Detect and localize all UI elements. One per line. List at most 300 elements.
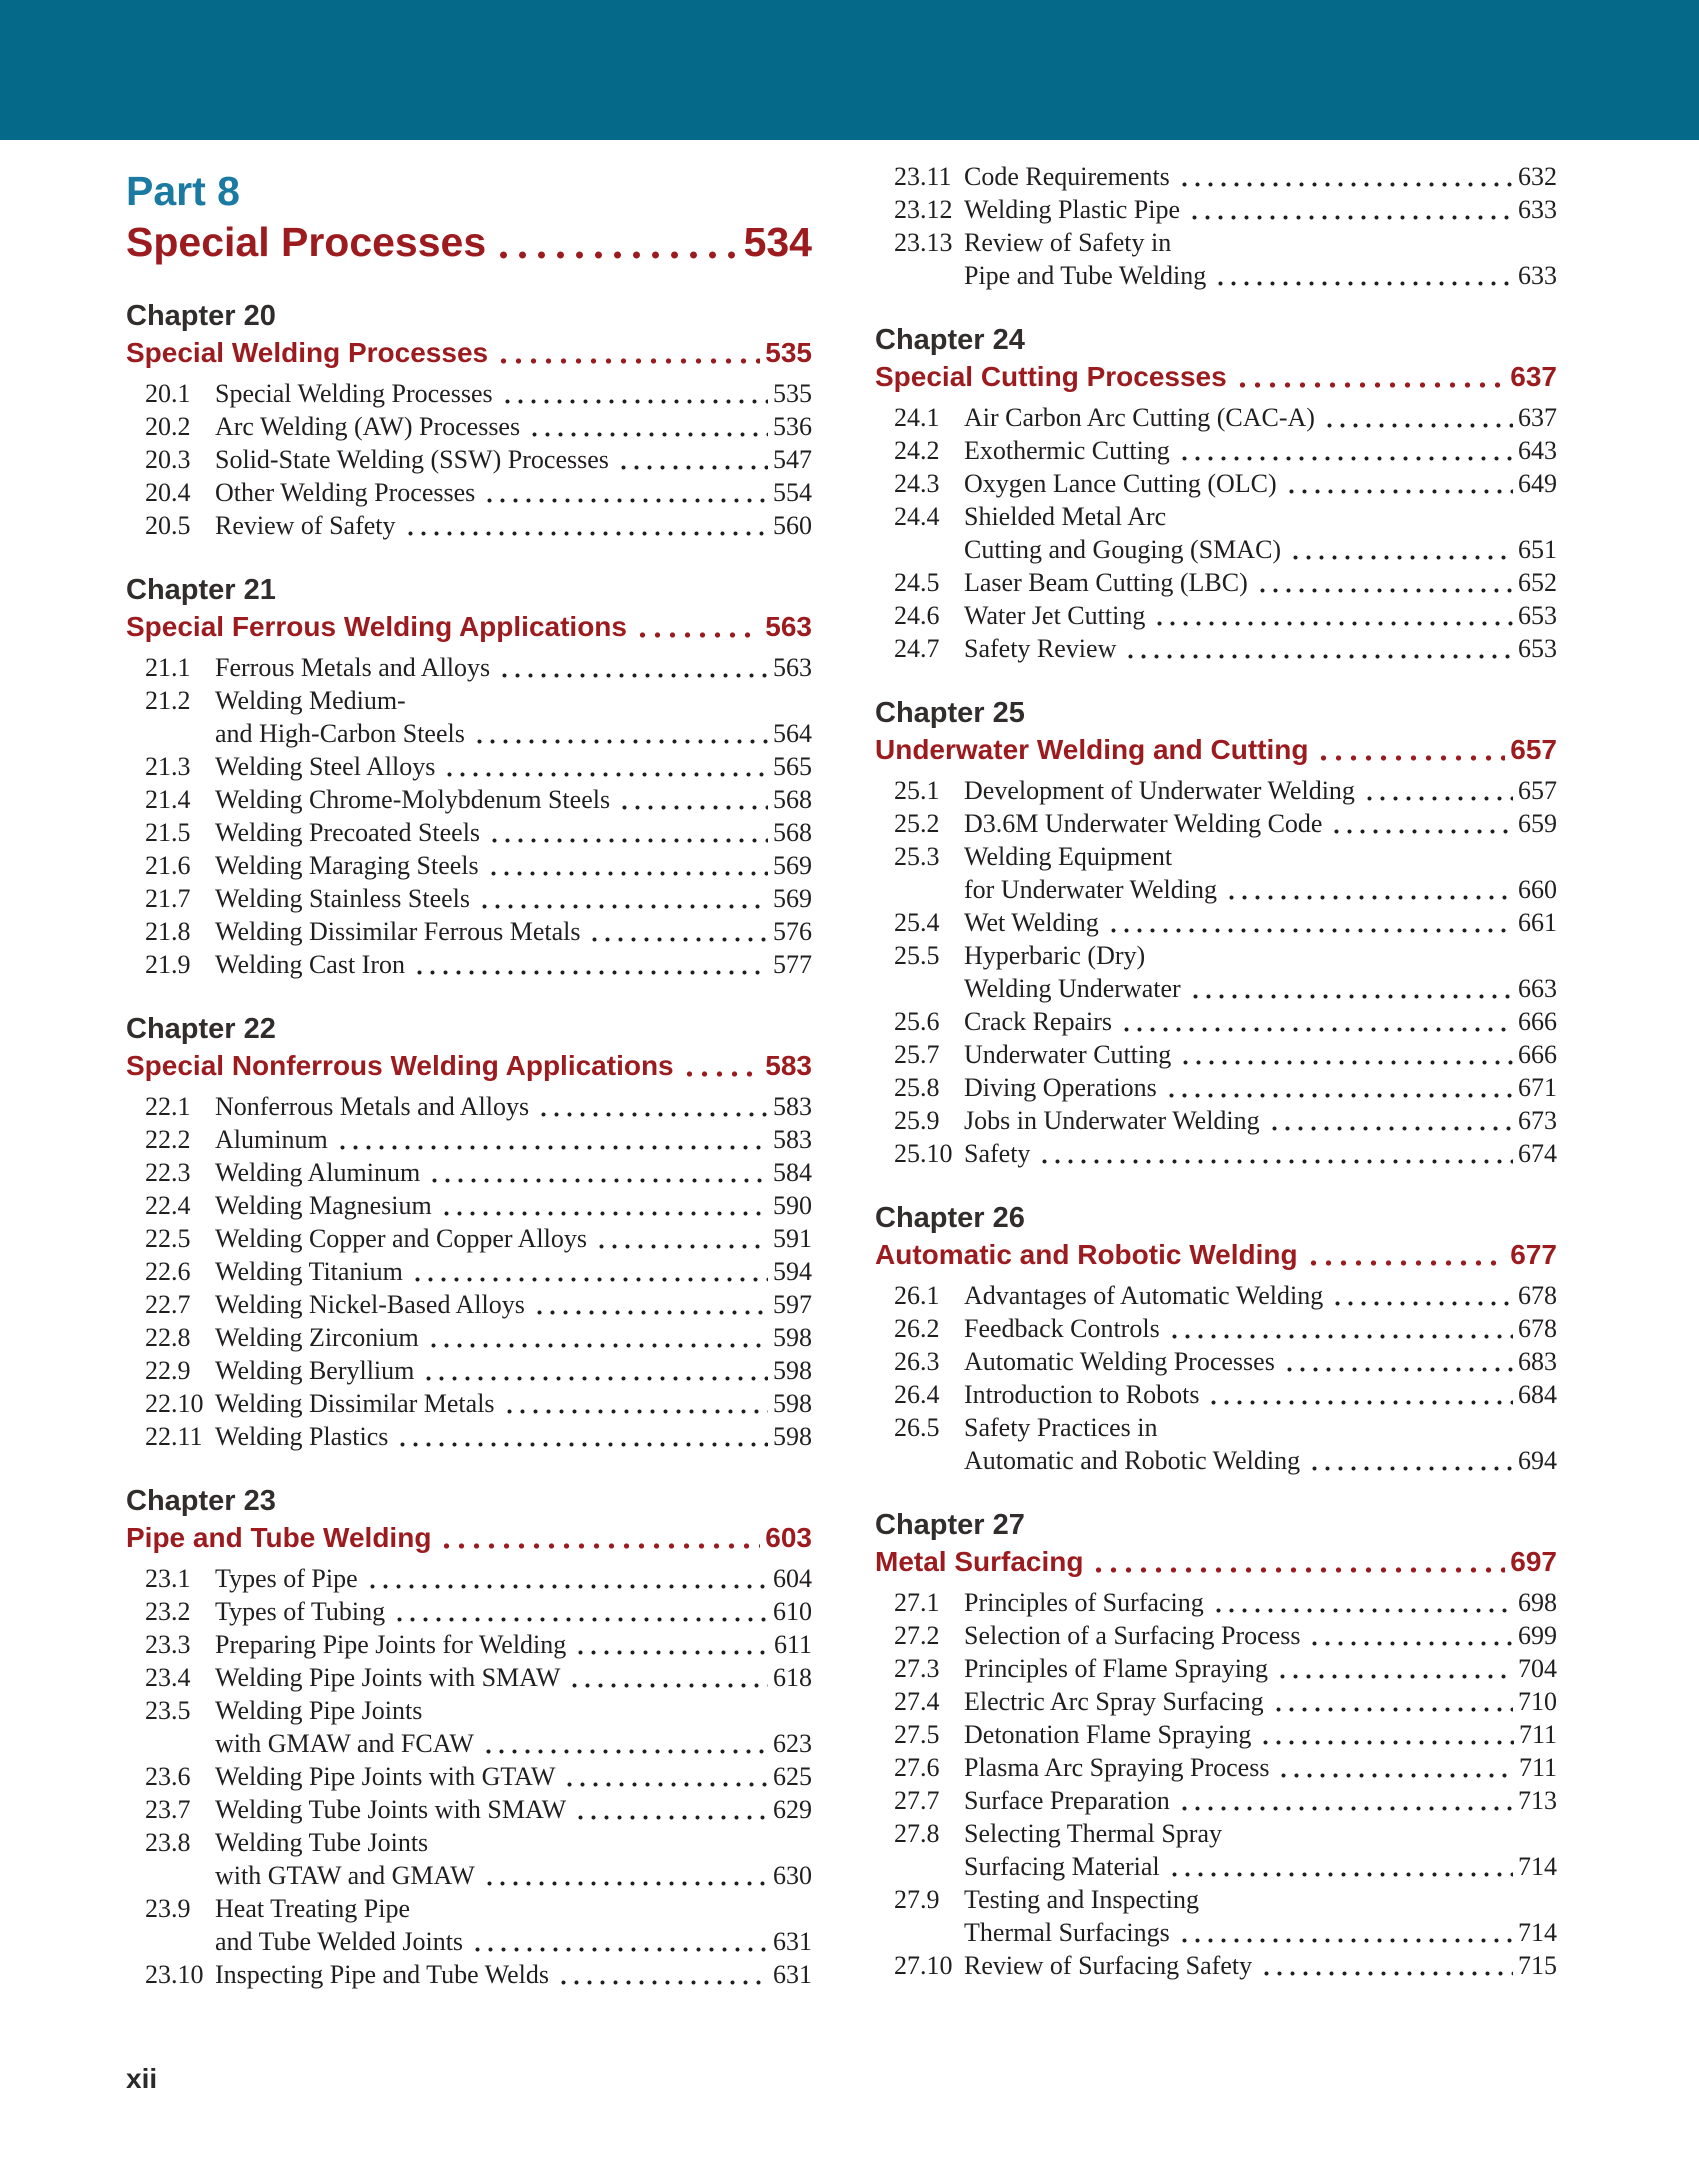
toc-entry-title: Nonferrous Metals and Alloys	[215, 1092, 530, 1121]
toc-entry	[126, 651, 812, 684]
toc-entry-title: for Underwater Welding	[964, 875, 1218, 904]
toc-entry-number: 20.2	[145, 412, 191, 441]
toc-entry-number: 21.2	[145, 686, 191, 715]
toc-entry-page: 684	[1518, 1380, 1557, 1409]
toc-entry-title: Inspecting Pipe and Tube Welds	[215, 1960, 549, 1989]
dot-leader	[396, 1420, 768, 1453]
toc-entry	[875, 500, 1557, 566]
toc-entry	[875, 1378, 1557, 1411]
toc-entry-title: Welding Plastics	[215, 1422, 389, 1451]
toc-entry-line	[126, 1826, 812, 1859]
toc-entry-line	[875, 972, 1557, 1005]
chapter-heading: Chapter 27	[875, 1509, 1025, 1541]
toc-entry-page: 673	[1518, 1106, 1557, 1135]
toc-entry	[875, 401, 1557, 434]
toc-entry-page: 597	[773, 1290, 812, 1319]
toc-entry-line	[875, 1784, 1557, 1817]
toc-entry-number: 21.3	[145, 752, 191, 781]
toc-entry-title: Diving Operations	[964, 1073, 1157, 1102]
toc-entry	[126, 1288, 812, 1321]
toc-entry-title: D3.6M Underwater Welding Code	[964, 809, 1323, 838]
dot-leader	[404, 509, 768, 542]
toc-entry-line	[126, 948, 812, 981]
toc-entry-line	[126, 476, 812, 509]
toc-entry-title: Arc Welding (AW) Processes	[215, 412, 521, 441]
dot-leader	[1207, 1378, 1513, 1411]
toc-entry-number: 25.10	[894, 1139, 953, 1168]
toc-entry-page: 637	[1518, 403, 1557, 432]
toc-entry-line	[875, 533, 1557, 566]
toc-entry	[875, 566, 1557, 599]
toc-entry-number: 22.10	[145, 1389, 204, 1418]
dot-leader	[1212, 1586, 1513, 1619]
toc-entry-title: Exothermic Cutting	[964, 436, 1170, 465]
toc-entry-line	[875, 1345, 1557, 1378]
dot-leader	[1189, 972, 1513, 1005]
toc-entry-number: 21.9	[145, 950, 191, 979]
dot-leader	[393, 1595, 768, 1628]
toc-entry-line	[126, 1354, 812, 1387]
toc-entry	[875, 1619, 1557, 1652]
chapter-title-row	[126, 1047, 812, 1085]
toc-entry-title: Welding Dissimilar Ferrous Metals	[215, 917, 581, 946]
dot-leader	[1289, 533, 1513, 566]
toc-entry-page: 631	[773, 1960, 812, 1989]
toc-entry-line	[875, 840, 1557, 873]
toc-entry-title: Welding Medium-	[215, 686, 406, 715]
dot-leader	[1268, 1104, 1513, 1137]
toc-entry-line	[126, 1222, 812, 1255]
toc-entry-title: Welding Plastic Pipe	[964, 195, 1180, 224]
chapter-heading: Chapter 25	[875, 697, 1025, 729]
chapter-page: 697	[1510, 1546, 1557, 1577]
toc-entry-title: Automatic Welding Processes	[964, 1347, 1275, 1376]
toc-entry	[126, 1123, 812, 1156]
toc-entry-title: Air Carbon Arc Cutting (CAC-A)	[964, 403, 1315, 432]
toc-entry	[875, 193, 1557, 226]
toc-entry	[875, 1685, 1557, 1718]
toc-entry-page: 714	[1518, 1918, 1557, 1947]
toc-entry-title: Review of Surfacing Safety	[964, 1951, 1253, 1980]
toc-entry-number: 24.2	[894, 436, 940, 465]
dot-leader	[1120, 1005, 1513, 1038]
toc-entry-title: Heat Treating Pipe	[215, 1894, 410, 1923]
dot-leader	[478, 882, 768, 915]
toc-entry-page: 554	[773, 478, 812, 507]
toc-entry-title: Underwater Cutting	[964, 1040, 1172, 1069]
toc-entry-line	[875, 467, 1557, 500]
toc-entry-number: 22.2	[145, 1125, 191, 1154]
chapter-title: Automatic and Robotic Welding	[875, 1239, 1298, 1270]
chapter-heading: Chapter 22	[126, 1013, 276, 1045]
toc-entry-title: Water Jet Cutting	[964, 601, 1146, 630]
toc-entry	[126, 1793, 812, 1826]
toc-entry-line	[126, 1288, 812, 1321]
dot-leader	[1168, 1850, 1513, 1883]
toc-entry-line	[875, 1619, 1557, 1652]
toc-entry-page: 611	[773, 1630, 812, 1659]
toc-entry-line	[875, 1916, 1557, 1949]
toc-entry-title: Welding Aluminum	[215, 1158, 421, 1187]
dot-leader	[682, 1047, 761, 1085]
toc-entry-page: 569	[773, 851, 812, 880]
toc-entry-page: 660	[1518, 875, 1557, 904]
chapter-page: 657	[1510, 734, 1557, 765]
dot-leader	[568, 1661, 768, 1694]
toc-entry-number: 25.4	[894, 908, 940, 937]
toc-entry-line	[875, 1378, 1557, 1411]
toc-entry	[875, 939, 1557, 1005]
toc-entry-line	[126, 1189, 812, 1222]
dot-leader	[473, 717, 768, 750]
dot-leader	[618, 783, 768, 816]
toc-entry-title: Welding Tube Joints	[215, 1828, 429, 1857]
toc-entry-number: 27.1	[894, 1588, 940, 1617]
toc-entry-line	[875, 401, 1557, 434]
toc-entry-page: 568	[773, 818, 812, 847]
toc-entry-title: Code Requirements	[964, 162, 1170, 191]
toc-entry-page: 598	[773, 1356, 812, 1385]
dot-leader	[557, 1958, 768, 1991]
toc-entry-title: Welding Maraging Steels	[215, 851, 479, 880]
dot-leader	[1038, 1137, 1513, 1170]
toc-entry	[126, 1255, 812, 1288]
toc-entry-line	[875, 566, 1557, 599]
dot-leader	[1316, 731, 1505, 769]
toc-entry-title: Other Welding Processes	[215, 478, 476, 507]
chapter-title: Metal Surfacing	[875, 1546, 1084, 1577]
toc-entry-number: 27.9	[894, 1885, 940, 1914]
toc-entry	[875, 1586, 1557, 1619]
toc-entry-number: 22.6	[145, 1257, 191, 1286]
toc-entry-page: 598	[773, 1422, 812, 1451]
dot-leader	[1308, 1444, 1513, 1477]
toc-entry-title: Preparing Pipe Joints for Welding	[215, 1630, 567, 1659]
toc-entry-line	[126, 816, 812, 849]
toc-entry-number: 20.3	[145, 445, 191, 474]
dot-leader	[635, 608, 760, 646]
toc-entry-title: Shielded Metal Arc	[964, 502, 1167, 531]
toc-entry-line	[126, 377, 812, 410]
toc-entry-page: 633	[1518, 261, 1557, 290]
toc-entry-number: 27.7	[894, 1786, 940, 1815]
toc-entry-number: 26.3	[894, 1347, 940, 1376]
dot-leader	[1165, 1071, 1513, 1104]
toc-entry-number: 22.11	[145, 1422, 203, 1451]
toc-entry-title: Surfacing Material	[964, 1852, 1160, 1881]
toc-entry-number: 22.1	[145, 1092, 191, 1121]
toc-entry	[126, 1321, 812, 1354]
toc-entry-title: with GTAW and GMAW	[215, 1861, 475, 1890]
dot-leader	[1306, 1236, 1506, 1274]
chapter-title-row	[875, 358, 1557, 396]
toc-entry-line	[875, 632, 1557, 665]
toc-entry-line	[875, 939, 1557, 972]
toc-entry-line	[875, 1586, 1557, 1619]
toc-entry	[126, 443, 812, 476]
dot-leader	[494, 216, 738, 268]
chapter-page: 677	[1510, 1239, 1557, 1270]
toc-entry-page: 633	[1518, 195, 1557, 224]
toc-entry-number: 23.5	[145, 1696, 191, 1725]
dot-leader	[1168, 1312, 1513, 1345]
toc-entry-number: 21.7	[145, 884, 191, 913]
toc-entry-number: 27.4	[894, 1687, 940, 1716]
toc-entry-number: 26.4	[894, 1380, 940, 1409]
toc-entry-line	[875, 1312, 1557, 1345]
dot-leader	[1179, 1038, 1513, 1071]
toc-entry-number: 23.8	[145, 1828, 191, 1857]
toc-entry-line	[875, 1411, 1557, 1444]
toc-entry	[875, 1718, 1557, 1751]
toc-entry-line	[126, 509, 812, 542]
dot-leader	[471, 1925, 768, 1958]
chapter-title-row	[126, 1519, 812, 1557]
toc-entry-page: 698	[1518, 1588, 1557, 1617]
toc-entry-line	[126, 1090, 812, 1123]
toc-entry-number: 25.5	[894, 941, 940, 970]
toc-entry-line	[126, 1156, 812, 1189]
toc-entry-page: 536	[773, 412, 812, 441]
toc-entry-title: Safety Review	[964, 634, 1117, 663]
toc-entry-title: Types of Pipe	[215, 1564, 358, 1593]
chapter-page: 637	[1510, 361, 1557, 392]
dot-leader	[483, 1859, 768, 1892]
toc-entry-number: 22.7	[145, 1290, 191, 1319]
toc-entry-number: 25.3	[894, 842, 940, 871]
toc-entry-title: Oxygen Lance Cutting (OLC)	[964, 469, 1277, 498]
toc-entry	[126, 1354, 812, 1387]
toc-entry-page: 678	[1518, 1314, 1557, 1343]
dot-leader	[1260, 1949, 1513, 1982]
toc-entry	[875, 599, 1557, 632]
toc-entry-line	[875, 599, 1557, 632]
chapter-title-row	[875, 1543, 1557, 1581]
chapter-heading: Chapter 23	[126, 1485, 276, 1517]
toc-entry-number: 26.1	[894, 1281, 940, 1310]
toc-entry	[875, 774, 1557, 807]
toc-entry	[875, 632, 1557, 665]
toc-entry-page: 661	[1518, 908, 1557, 937]
chapter-page: 583	[765, 1050, 812, 1081]
dot-leader	[1235, 358, 1506, 396]
toc-entry-line	[126, 1628, 812, 1661]
toc-entry-title: Laser Beam Cutting (LBC)	[964, 568, 1248, 597]
toc-entry-page: 715	[1518, 1951, 1557, 1980]
toc-entry-title: Welding Nickel-Based Alloys	[215, 1290, 525, 1319]
toc-entry-page: 711	[1518, 1753, 1557, 1782]
toc-entry-title: Detonation Flame Spraying	[964, 1720, 1252, 1749]
toc-entry-page: 713	[1518, 1786, 1557, 1815]
toc-entry-number: 27.6	[894, 1753, 940, 1782]
toc-entry-page: 653	[1518, 601, 1557, 630]
toc-entry	[875, 226, 1557, 292]
toc-entry	[126, 1387, 812, 1420]
toc-entry	[875, 807, 1557, 840]
toc-entry-title: with GMAW and FCAW	[215, 1729, 474, 1758]
column-right	[875, 140, 1557, 1982]
chapter-page: 603	[765, 1522, 812, 1553]
dot-leader	[482, 1727, 768, 1760]
toc-entry-line	[126, 651, 812, 684]
toc-entry	[126, 410, 812, 443]
toc-entry-page: 651	[1518, 535, 1557, 564]
toc-entry-title: Special Welding Processes	[215, 379, 493, 408]
chapter-title-row	[126, 608, 812, 646]
toc-entry-title: Welding Pipe Joints with GTAW	[215, 1762, 556, 1791]
toc-entry	[875, 1104, 1557, 1137]
toc-entry-line	[126, 1420, 812, 1453]
toc-entry-page: 594	[773, 1257, 812, 1286]
toc-entry-title: Safety Practices in	[964, 1413, 1158, 1442]
toc-entry-number: 26.2	[894, 1314, 940, 1343]
dot-leader	[503, 1387, 768, 1420]
toc-entry-number: 23.2	[145, 1597, 191, 1626]
toc-entry	[126, 1595, 812, 1628]
toc-entry-line	[875, 1718, 1557, 1751]
toc-entry-line	[875, 906, 1557, 939]
toc-entry-line	[126, 882, 812, 915]
toc-entry-page: 694	[1518, 1446, 1557, 1475]
dot-leader	[1107, 906, 1513, 939]
toc-entry-page: 535	[773, 379, 812, 408]
part-label: Part 8	[126, 168, 240, 214]
toc-entry-number: 24.3	[894, 469, 940, 498]
toc-entry-title: Welding Precoated Steels	[215, 818, 481, 847]
toc-entry	[875, 1784, 1557, 1817]
toc-entry-page: 714	[1518, 1852, 1557, 1881]
toc-entry-number: 24.7	[894, 634, 940, 663]
toc-entry-page: 547	[773, 445, 812, 474]
toc-entry-title: Welding Zirconium	[215, 1323, 419, 1352]
toc-entry	[875, 434, 1557, 467]
toc-entry-line	[126, 1958, 812, 1991]
toc-entry-number: 23.4	[145, 1663, 191, 1692]
dot-leader	[1331, 1279, 1513, 1312]
toc-entry-title: Welding Titanium	[215, 1257, 403, 1286]
toc-entry-line	[875, 1104, 1557, 1137]
toc-entry-title: Aluminum	[215, 1125, 328, 1154]
toc-entry	[126, 750, 812, 783]
toc-entry	[126, 915, 812, 948]
toc-entry-title: Ferrous Metals and Alloys	[215, 653, 491, 682]
toc-entry-number: 26.5	[894, 1413, 940, 1442]
toc-entry-line	[126, 783, 812, 816]
dot-leader	[498, 651, 768, 684]
toc-entry-page: 577	[773, 950, 812, 979]
chapter-title: Special Welding Processes	[126, 337, 489, 368]
toc-entry-number: 22.9	[145, 1356, 191, 1385]
toc-entry-page: 671	[1518, 1073, 1557, 1102]
toc-entry-page: 666	[1518, 1007, 1557, 1036]
toc-entry-line	[126, 717, 812, 750]
dot-leader	[1178, 1916, 1513, 1949]
toc-entry-page: 652	[1518, 568, 1557, 597]
toc-entry-page: 584	[773, 1158, 812, 1187]
dot-leader	[563, 1760, 768, 1793]
dot-leader	[588, 915, 768, 948]
toc-entry-page: 569	[773, 884, 812, 913]
toc-entry	[875, 1137, 1557, 1170]
toc-entry	[126, 1222, 812, 1255]
toc-entry-title: Principles of Surfacing	[964, 1588, 1204, 1617]
toc-entry-number: 23.9	[145, 1894, 191, 1923]
toc-entry-number: 27.2	[894, 1621, 940, 1650]
toc-entry-page: 643	[1518, 436, 1557, 465]
dot-leader	[528, 410, 768, 443]
toc-entry-line	[126, 1123, 812, 1156]
chapter-title: Special Ferrous Welding Applications	[126, 611, 627, 642]
dot-leader	[1276, 1652, 1513, 1685]
toc-entry-page: 568	[773, 785, 812, 814]
toc-entry-number: 23.10	[145, 1960, 204, 1989]
toc-entry-page: 632	[1518, 162, 1557, 191]
toc-entry-page: 710	[1518, 1687, 1557, 1716]
chapter-title-row	[126, 334, 812, 372]
toc-entry-title: Welding Pipe Joints with SMAW	[215, 1663, 561, 1692]
dot-leader	[487, 849, 768, 882]
toc-entry-line	[875, 1652, 1557, 1685]
chapter-heading: Chapter 24	[875, 324, 1025, 356]
dot-leader	[1153, 599, 1513, 632]
toc-entry	[126, 1156, 812, 1189]
toc-entry-title: Feedback Controls	[964, 1314, 1160, 1343]
toc-entry-number: 23.7	[145, 1795, 191, 1824]
toc-entry-page: 666	[1518, 1040, 1557, 1069]
toc-entry-line	[875, 1751, 1557, 1784]
toc-entry-page: 625	[773, 1762, 812, 1791]
toc-entry-title: Welding Beryllium	[215, 1356, 415, 1385]
toc-entry-line	[126, 1727, 812, 1760]
toc-entry-title: Welding Dissimilar Metals	[215, 1389, 495, 1418]
chapter-title: Underwater Welding and Cutting	[875, 734, 1309, 765]
toc-entry-line	[875, 259, 1557, 292]
toc-entry-page: 699	[1518, 1621, 1557, 1650]
toc-entry-title: Types of Tubing	[215, 1597, 386, 1626]
dot-leader	[1256, 566, 1513, 599]
toc-entry-title: Welding Underwater	[964, 974, 1181, 1003]
toc-entry-number: 21.4	[145, 785, 191, 814]
dot-leader	[1188, 193, 1513, 226]
toc-entry	[126, 1420, 812, 1453]
toc-entry-title: Welding Pipe Joints	[215, 1696, 423, 1725]
toc-entry	[126, 948, 812, 981]
toc-entry	[126, 1090, 812, 1123]
toc-entry-title: and Tube Welded Joints	[215, 1927, 464, 1956]
toc-entry-title: and High-Carbon Steels	[215, 719, 465, 748]
toc-entry-line	[875, 434, 1557, 467]
toc-entry-page: 711	[1518, 1720, 1557, 1749]
folio-page-number: xii	[126, 2063, 158, 2094]
toc-entry-page: 683	[1518, 1347, 1557, 1376]
dot-leader	[1259, 1718, 1514, 1751]
toc-entry	[875, 1883, 1557, 1949]
toc-entry	[126, 783, 812, 816]
toc-entry-line	[126, 1760, 812, 1793]
dot-leader	[1124, 632, 1513, 665]
toc-entry-page: 564	[773, 719, 812, 748]
toc-entry-title: Solid-State Welding (SSW) Processes	[215, 445, 609, 474]
toc-entry	[875, 1279, 1557, 1312]
dot-leader	[443, 750, 768, 783]
toc-entry-line	[126, 1595, 812, 1628]
toc-entry-line	[126, 915, 812, 948]
chapter-page: 535	[765, 337, 812, 368]
chapter-heading: Chapter 21	[126, 574, 276, 606]
toc-entry-line	[875, 226, 1557, 259]
toc-entry-title: Welding Stainless Steels	[215, 884, 470, 913]
toc-entry-number: 25.6	[894, 1007, 940, 1036]
